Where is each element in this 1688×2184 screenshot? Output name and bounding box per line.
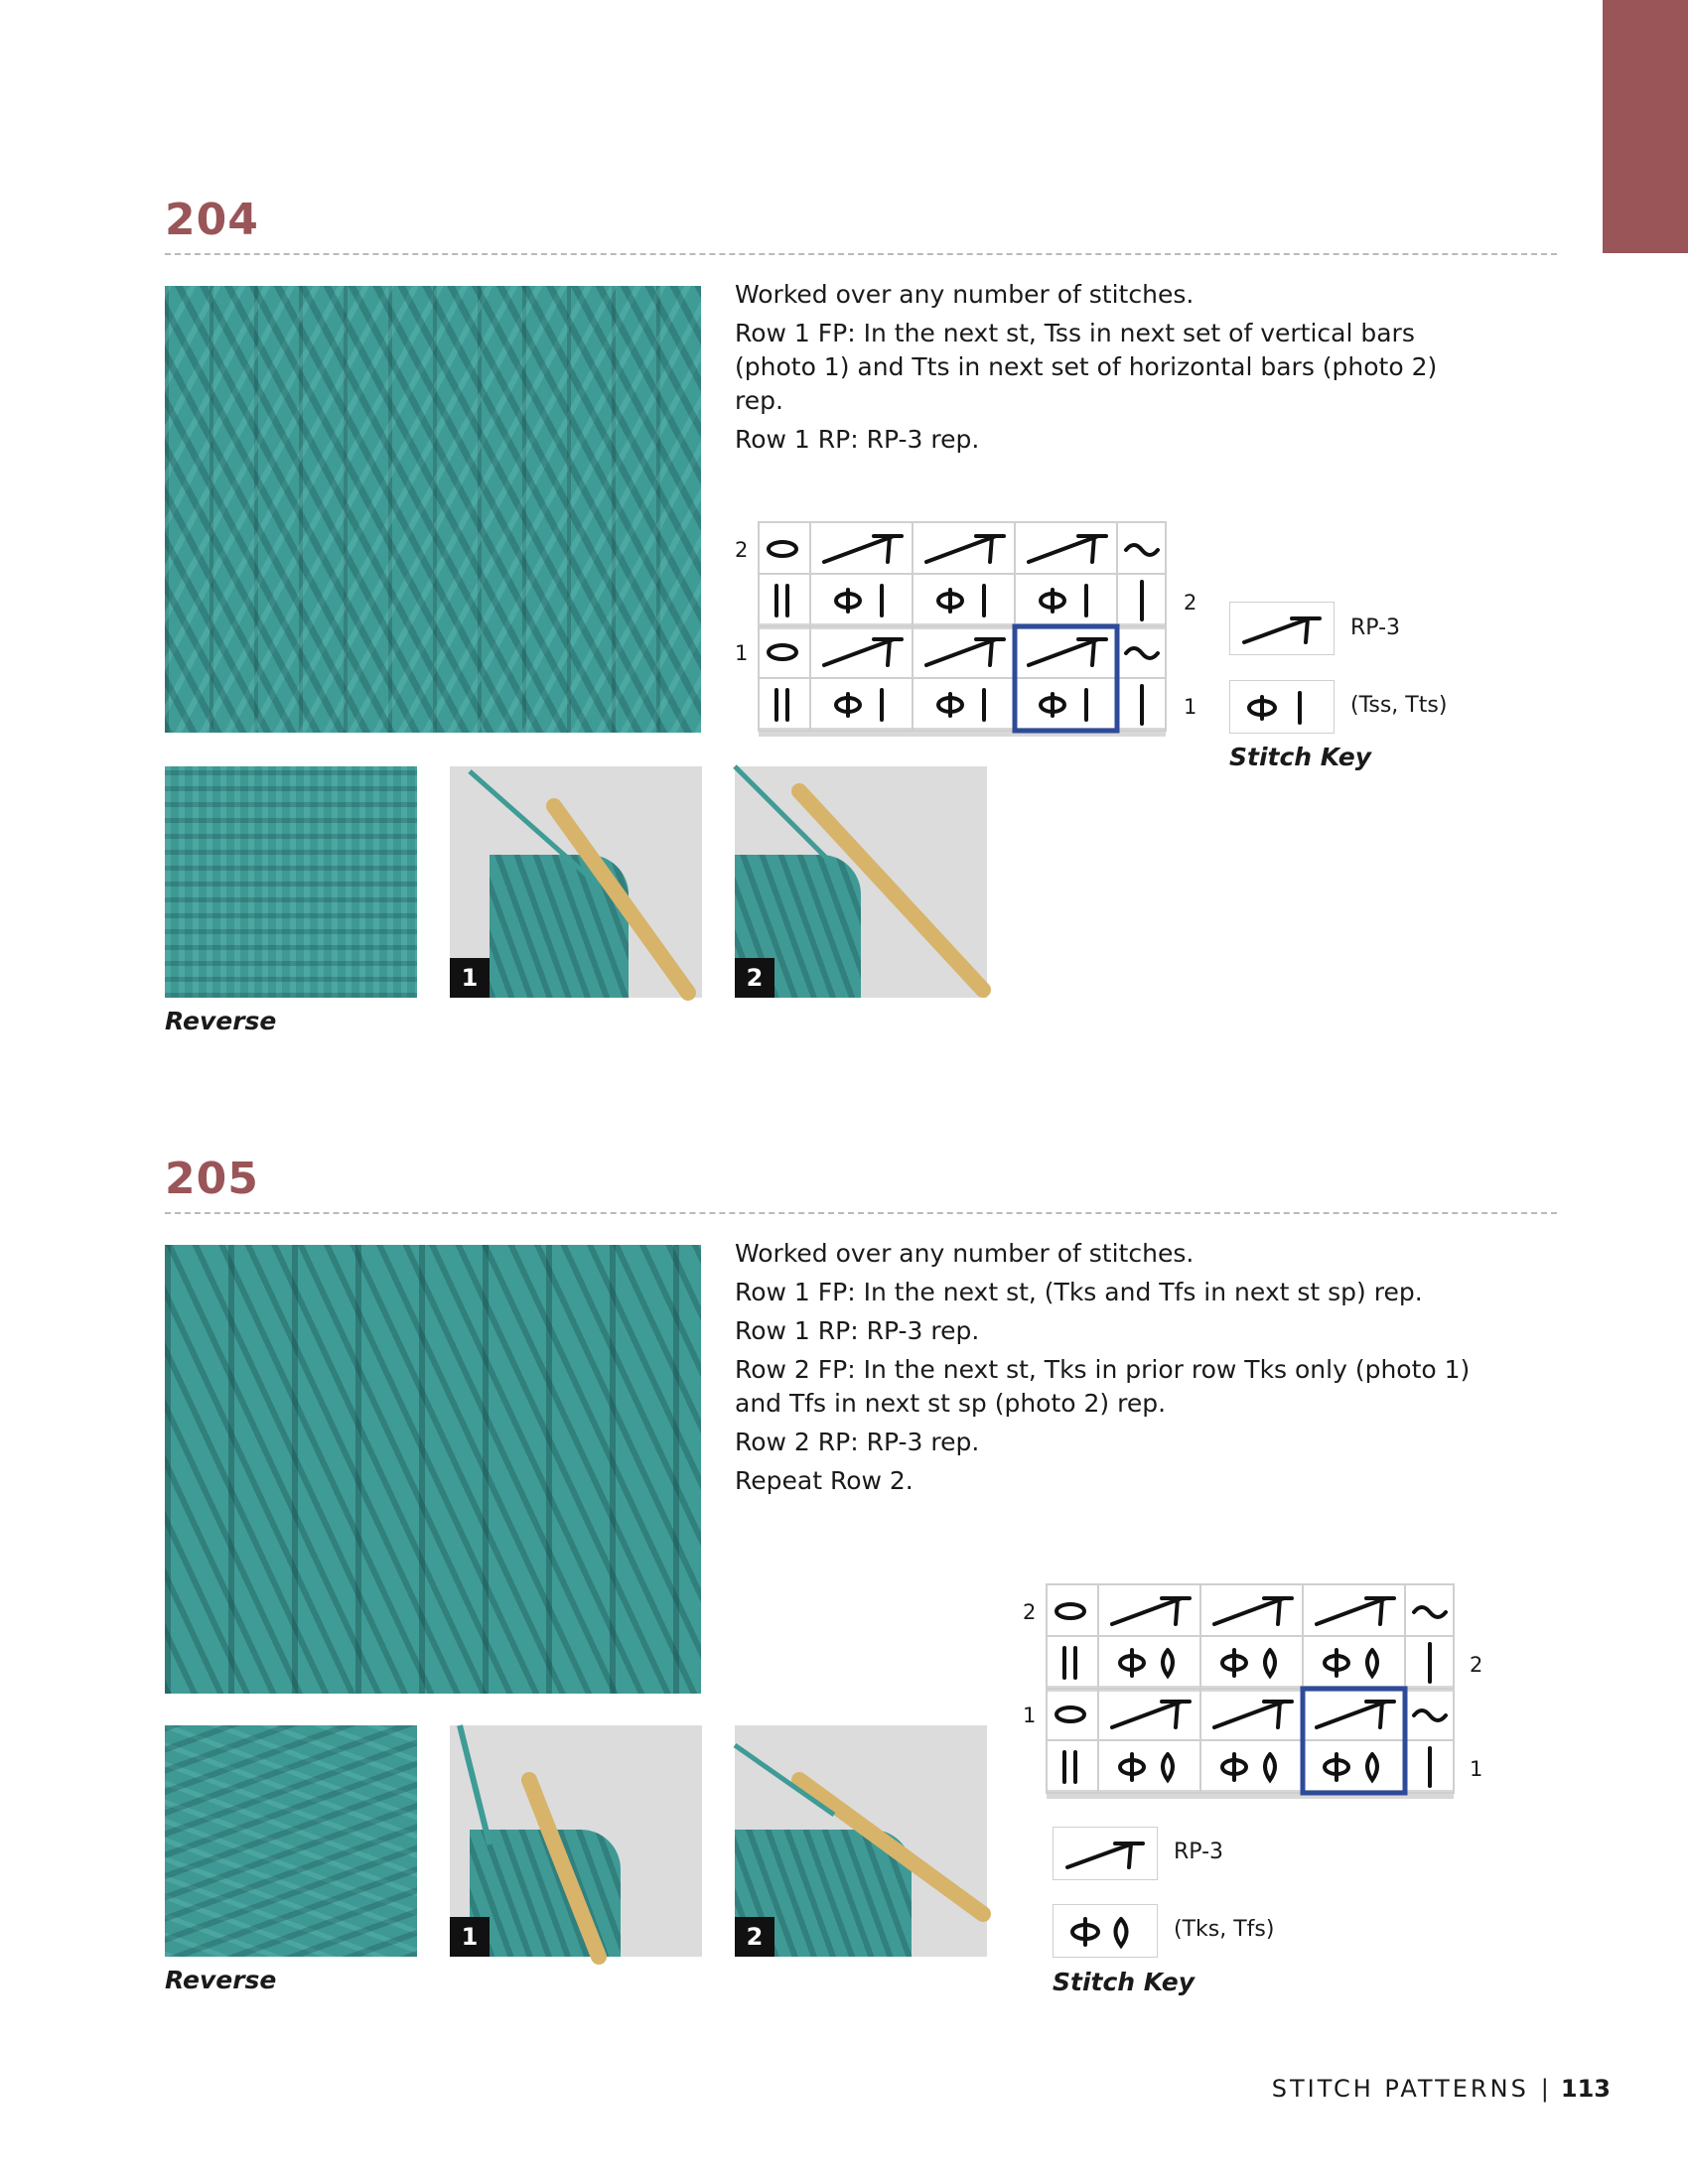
step-badge: 1 (450, 958, 490, 998)
instructions (735, 278, 1489, 462)
step-photo-2 (735, 766, 987, 998)
row-label: 1 (1023, 1704, 1037, 1727)
row-label: 1 (735, 641, 749, 665)
key-symbol-box (1229, 602, 1335, 655)
instruction-line: Worked over any number of stitches. (735, 1239, 1195, 1268)
instruction-line: Worked over any number of stitches. (735, 280, 1195, 309)
step-photo-2 (735, 1725, 987, 1957)
instruction-line: Row 1 FP: In the next st, (Tks and Tfs in next st sp) rep. (735, 1278, 1423, 1306)
key-title: Stitch Key (1053, 1968, 1196, 1996)
key-label: RP-3 (1174, 1840, 1224, 1864)
stitch-chart (725, 516, 1197, 745)
instruction-line: Row 1 RP: RP-3 rep. (735, 1316, 980, 1345)
step-badge: 2 (735, 1917, 774, 1957)
instruction-line: Row 1 RP: RP-3 rep. (735, 425, 980, 454)
footer-separator: | (1540, 2075, 1549, 2103)
instruction-line: Row 1 FP: In the next st, Tss in next set of vertical bars (photo 1) and Tts in next set of horizontal bars (photo 2) rep. (735, 319, 1438, 415)
chart-svg (1013, 1578, 1489, 1807)
chart-svg (725, 516, 1197, 745)
key-symbol-box (1053, 1904, 1158, 1958)
reverse-caption: Reverse (165, 1966, 277, 1994)
tss-tts-icon (1230, 681, 1334, 733)
instruction-line: Row 2 RP: RP-3 rep. (735, 1428, 980, 1456)
page-number: 113 (1560, 2075, 1611, 2103)
page-footer (1272, 2075, 1611, 2103)
row-label: 1 (1184, 695, 1197, 719)
row-label: 1 (1470, 1757, 1483, 1781)
pattern-number-204: 204 (165, 195, 259, 245)
row-label: 2 (1470, 1653, 1483, 1677)
instruction-line: Repeat Row 2. (735, 1466, 914, 1495)
rp3-icon (1230, 603, 1334, 654)
step-badge: 1 (450, 1917, 490, 1957)
row-label: 2 (1023, 1600, 1037, 1624)
section-divider (165, 253, 1557, 255)
step-badge: 2 (735, 958, 774, 998)
row-label: 2 (735, 538, 749, 562)
reverse-caption: Reverse (165, 1007, 277, 1035)
key-label: (Tss, Tts) (1350, 693, 1448, 718)
instructions (735, 1237, 1489, 1503)
footer-section: STITCH PATTERNS (1271, 2075, 1529, 2103)
main-swatch-photo (165, 286, 701, 733)
tks-tfs-icon (1054, 1905, 1157, 1957)
section-divider (165, 1212, 1557, 1214)
instruction-line: Row 2 FP: In the next st, Tks in prior row Tks only (photo 1) and Tfs in next st sp (photo 2) rep. (735, 1355, 1471, 1418)
row-label: 2 (1184, 591, 1197, 614)
key-symbol-box (1053, 1827, 1158, 1880)
main-swatch-photo (165, 1245, 701, 1694)
key-symbol-box (1229, 680, 1335, 734)
chapter-tab (1603, 0, 1688, 253)
key-label: (Tks, Tfs) (1174, 1917, 1275, 1942)
step-photo-1 (450, 766, 702, 998)
stitch-chart (1013, 1578, 1489, 1807)
reverse-swatch-photo (165, 766, 417, 998)
pattern-number-205: 205 (165, 1154, 259, 1204)
key-label: RP-3 (1350, 615, 1401, 640)
rp3-icon (1054, 1828, 1157, 1879)
reverse-swatch-photo (165, 1725, 417, 1957)
step-photo-1 (450, 1725, 702, 1957)
key-title: Stitch Key (1229, 743, 1372, 771)
